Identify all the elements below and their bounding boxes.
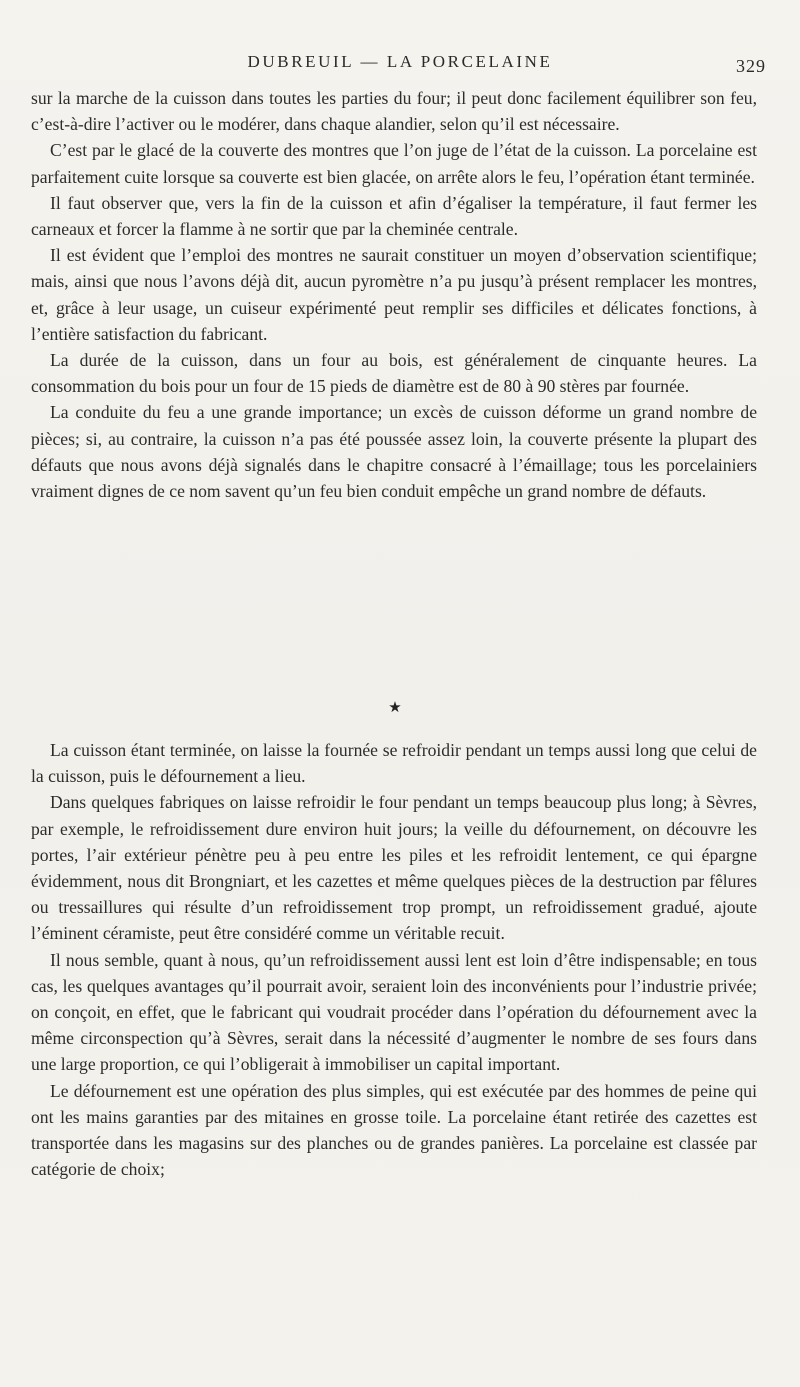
text-section-one (31, 85, 757, 504)
paragraph: Il faut observer que, vers la fin de la cuisson et afin d’égaliser la température, il faut fermer les carneaux et forcer la flamme à ne sortir que par la cheminée centrale. (31, 192, 757, 240)
text-section-two (31, 737, 757, 1182)
paragraph: Dans quelques fabriques on laisse refroidir le four pendant un temps beaucoup plus long; à Sèvres, par exemple, le refroidissement dure environ huit jours; la veille du défournement, on découvre les portes, l’air extérieur pénètre peu à peu entre les piles et les refroidit lentement, ce qui épargne évidemment, nous dit Brongniart, et les cazettes et même quelques pièces de la destruction par fêlures ou tressaillures qui résulte d’un refroidissement trop prompt, un refroidissement gradué, ajoute l’éminent céramiste, peut être considéré comme un véritable recuit. (31, 792, 757, 944)
paragraph: sur la marche de la cuisson dans toutes les parties du four; il peut donc facilement équilibrer son feu, c’est-à-dire l’activer ou le modérer, dans chaque alandier, selon qu’il est nécessaire. (31, 88, 757, 135)
paragraph: Il est évident que l’emploi des montres ne saurait constituer un moyen d’observation scientifique; mais, ainsi que nous l’avons déjà dit, aucun pyromètre n’a pu jusqu’à présent remplacer les montres, et, grâce à leur usage, un cuiseur expérimenté peut remplir ses difficiles et délicates fonctions, à l’entière satisfaction du fabricant. (31, 245, 757, 344)
section-separator-star-icon: ★ (388, 698, 402, 716)
paragraph: La conduite du feu a une grande importance; un excès de cuisson déforme un grand nombre de pièces; si, au contraire, la cuisson n’a pas été poussée assez loin, la couverte présente la plupart des défauts que nous avons déjà signalés dans le chapitre consacré à l’émaillage; tous les porcelainiers vraiment dignes de ce nom savent qu’un feu bien conduit empêche un grand nombre de défauts. (31, 402, 757, 502)
paragraph: Le défournement est une opération des plus simples, qui est exécutée par des hommes de peine qui ont les mains garanties par des mitaines en grosse toile. La porcelaine étant retirée des cazettes est transportée dans les magasins sur des planches ou de grandes panières. La porcelaine est classée par catégorie de choix; (31, 1080, 757, 1180)
running-head (0, 52, 800, 78)
paragraph: C’est par le glacé de la couverte des montres que l’on juge de l’état de la cuisson. La porcelaine est parfaitement cuite lorsque sa couverte est bien glacée, on arrête alors le feu, l’opération étant terminée. (31, 140, 757, 187)
paragraph: La cuisson étant terminée, on laisse la fournée se refroidir pendant un temps aussi long que celui de la cuisson, puis le défournement a lieu. (31, 740, 757, 787)
page-number: 329 (736, 56, 766, 76)
paragraph: Il nous semble, quant à nous, qu’un refroidissement aussi lent est loin d’être indispensable; en tous cas, les quelques avantages qu’il pourrait avoir, seraient loin des inconvénients pour l’industrie privée; on conçoit, en effet, que le fabricant qui voudrait procéder dans l’opération du défournement avec la même circonspection qu’à Sèvres, serait dans la nécessité d’augmenter le nombre de ses fours dans une large proportion, ce qui l’obligerait à immobiliser un capital important. (31, 949, 757, 1075)
running-title: DUBREUIL — LA PORCELAINE (247, 52, 553, 71)
paragraph: La durée de la cuisson, dans un four au bois, est généralement de cinquante heures. La consommation du bois pour un four de 15 pieds de diamètre est de 80 à 90 stères par fournée. (31, 350, 757, 397)
